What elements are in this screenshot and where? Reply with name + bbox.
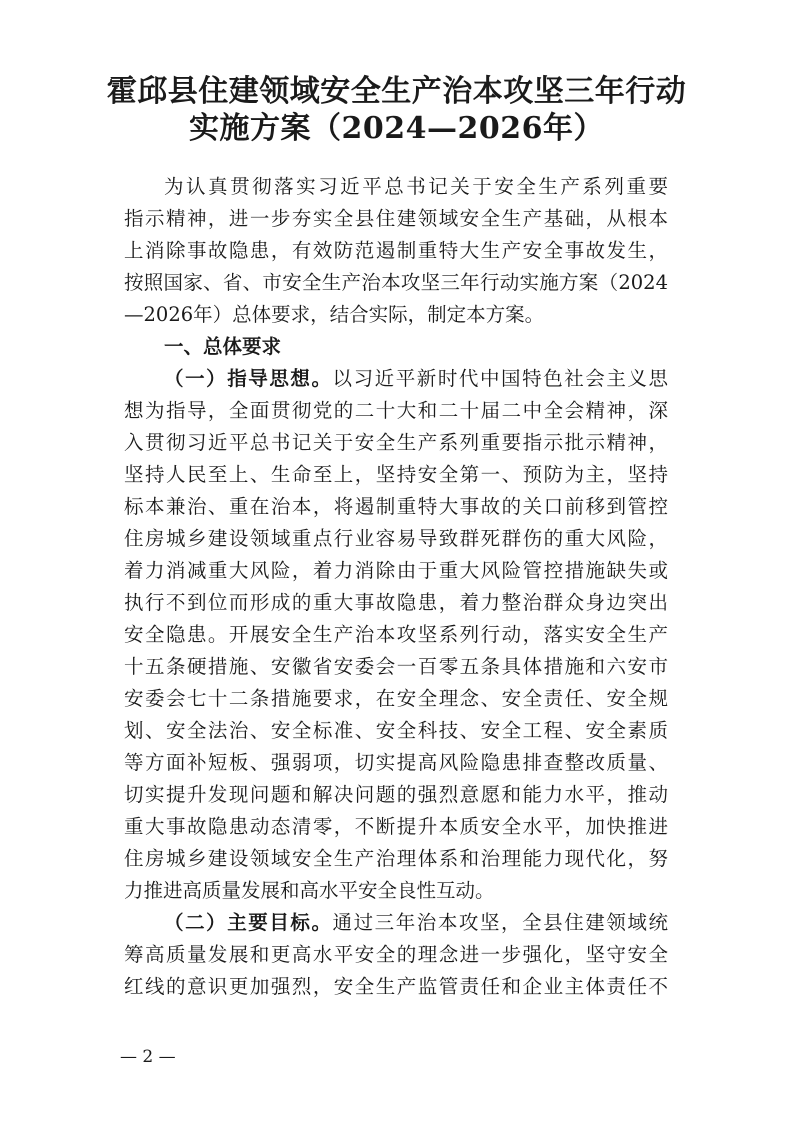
- paragraph-line: 安全隐患。开展安全生产治本攻坚系列行动，落实安全生产: [124, 623, 668, 646]
- paragraph-line: 标本兼治、重在治本，将遏制重特大事故的关口前移到管控: [124, 495, 668, 518]
- paragraph-line: [164, 364, 668, 394]
- paragraph-line: 着力消减重大风险，着力消除由于重大风险管控措施缺失或: [124, 559, 668, 582]
- paragraph-line: 想为指导，全面贯彻党的二十大和二十届二中全会精神，深: [124, 399, 668, 422]
- paragraph-line: 指示精神，进一步夯实全县住建领域安全生产基础，从根本: [124, 207, 668, 230]
- paragraph-line: 住房城乡建设领域重点行业容易导致群死群伤的重大风险，: [124, 527, 668, 550]
- document-title-line-1: 霍邱县住建领域安全生产治本攻坚三年行动: [106, 74, 687, 109]
- paragraph-line: 按照国家、省、市安全生产治本攻坚三年行动实施方案（2024: [124, 271, 668, 294]
- paragraph-line: 执行不到位而形成的重大事故隐患，着力整治群众身边突出: [124, 591, 668, 614]
- paragraph-line: 上消除事故隐患，有效防范遏制重特大生产安全事故发生，: [124, 239, 668, 262]
- section-heading: 一、总体要求: [164, 335, 282, 358]
- paragraph-line: 入贯彻习近平总书记关于安全生产系列重要指示批示精神，: [124, 431, 668, 454]
- subsection-label: （一）指导思想。: [164, 367, 333, 390]
- paragraph-line: 重大事故隐患动态清零，不断提升本质安全水平，加快推进: [124, 815, 668, 838]
- page-number: — 2 —: [120, 1047, 176, 1067]
- paragraph-line: 筹高质量发展和更高水平安全的理念进一步强化，坚守安全: [124, 943, 668, 966]
- paragraph-text: 以习近平新时代中国特色社会主义思: [332, 367, 668, 390]
- paragraph-line: 划、安全法治、安全标准、安全科技、安全工程、安全素质: [124, 719, 668, 742]
- paragraph-line: 十五条硬措施、安徽省安委会一百零五条具体措施和六安市: [124, 655, 668, 678]
- paragraph-line: 安委会七十二条措施要求，在安全理念、安全责任、安全规: [124, 687, 668, 710]
- paragraph-line: 力推进高质量发展和高水平安全良性互动。: [124, 879, 495, 902]
- paragraph-line: 坚持人民至上、生命至上，坚持安全第一、预防为主，坚持: [124, 463, 668, 486]
- paragraph-line: 切实提升发现问题和解决问题的强烈意愿和能力水平，推动: [124, 783, 668, 806]
- document-title-line-2: 实施方案（2024—2026年）: [189, 111, 604, 146]
- subsection-label: （二）主要目标。: [164, 911, 333, 934]
- paragraph-line: 住房城乡建设领域安全生产治理体系和治理能力现代化，努: [124, 847, 668, 870]
- paragraph-line: 等方面补短板、强弱项，切实提高风险隐患排查整改质量、: [124, 751, 668, 774]
- paragraph-text: 通过三年治本攻坚，全县住建领域统: [332, 911, 668, 934]
- paragraph-line: 为认真贯彻落实习近平总书记关于安全生产系列重要: [164, 175, 668, 198]
- paragraph-line: —2026年）总体要求，结合实际，制定本方案。: [124, 303, 545, 326]
- paragraph-line: [164, 908, 668, 938]
- paragraph-line: 红线的意识更加强烈，安全生产监管责任和企业主体责任不: [124, 975, 668, 998]
